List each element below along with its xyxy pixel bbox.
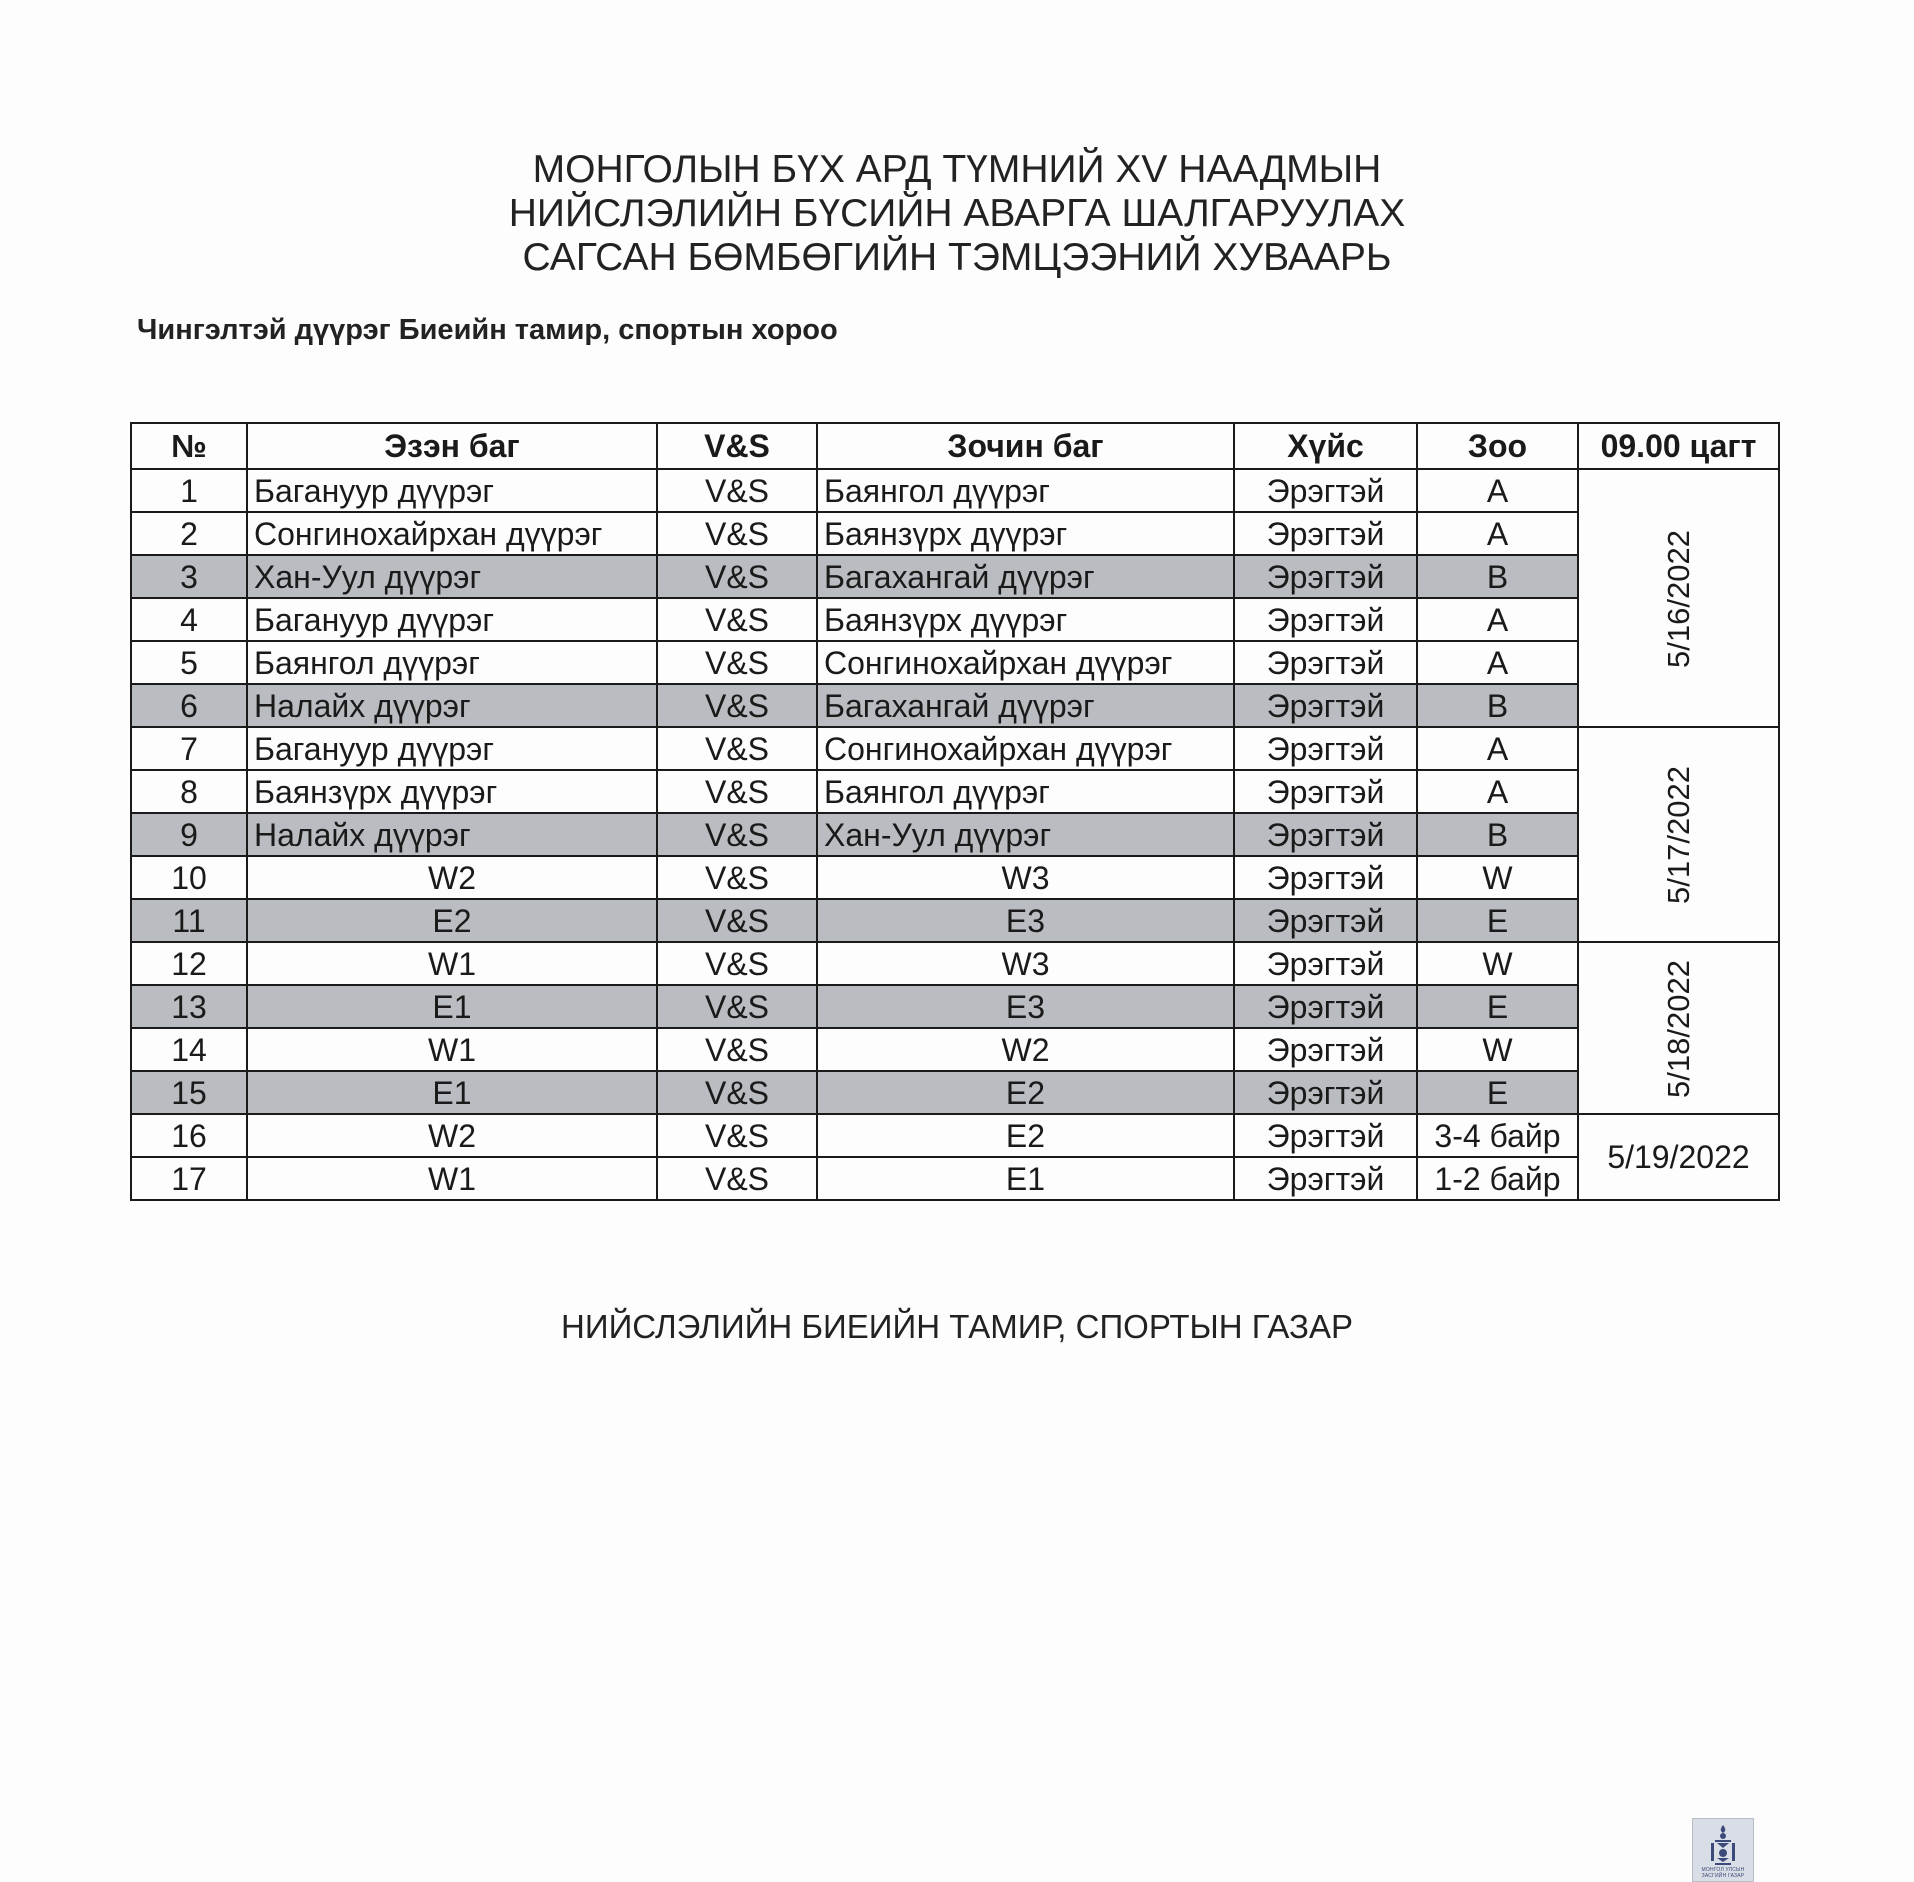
away-team: Баянзүрх дүүрэг [817, 512, 1234, 555]
away-team: Баянгол дүүрэг [817, 770, 1234, 813]
document-title [0, 148, 1914, 280]
home-team: W1 [247, 942, 657, 985]
match-number: 1 [131, 469, 247, 512]
versus: V&S [657, 899, 817, 942]
home-team: W1 [247, 1028, 657, 1071]
away-team: Сонгинохайрхан дүүрэг [817, 727, 1234, 770]
versus: V&S [657, 1157, 817, 1200]
home-team: E1 [247, 1071, 657, 1114]
home-team: Багануур дүүрэг [247, 727, 657, 770]
table-row [131, 899, 1779, 942]
zone: A [1417, 469, 1578, 512]
date-label: 5/17/2022 [1660, 766, 1696, 904]
zone: A [1417, 641, 1578, 684]
home-team: Налайх дүүрэг [247, 684, 657, 727]
away-team: W2 [817, 1028, 1234, 1071]
table-row [131, 985, 1779, 1028]
match-number: 7 [131, 727, 247, 770]
table-row [131, 1028, 1779, 1071]
gender: Эрэгтэй [1234, 985, 1417, 1028]
match-number: 11 [131, 899, 247, 942]
match-date: 5/19/2022 [1578, 1114, 1779, 1200]
table-row [131, 813, 1779, 856]
zone: A [1417, 512, 1578, 555]
gender: Эрэгтэй [1234, 856, 1417, 899]
zone: E [1417, 1071, 1578, 1114]
match-number: 5 [131, 641, 247, 684]
away-team: Багахангай дүүрэг [817, 684, 1234, 727]
table-row [131, 856, 1779, 899]
versus: V&S [657, 856, 817, 899]
versus: V&S [657, 1114, 817, 1157]
match-number: 6 [131, 684, 247, 727]
title-line-1: МОНГОЛЫН БҮХ АРД ТҮМНИЙ XV НААДМЫН [532, 148, 1382, 191]
gender: Эрэгтэй [1234, 1028, 1417, 1071]
match-number: 13 [131, 985, 247, 1028]
home-team: W1 [247, 1157, 657, 1200]
gender: Эрэгтэй [1234, 469, 1417, 512]
table-row [131, 942, 1779, 985]
versus: V&S [657, 1071, 817, 1114]
gender: Эрэгтэй [1234, 813, 1417, 856]
versus: V&S [657, 641, 817, 684]
gender: Эрэгтэй [1234, 512, 1417, 555]
header-time: 09.00 цагт [1578, 423, 1779, 469]
table-row [131, 469, 1779, 512]
zone: 1-2 байр [1417, 1157, 1578, 1200]
match-number: 15 [131, 1071, 247, 1114]
gender: Эрэгтэй [1234, 641, 1417, 684]
away-team: E3 [817, 985, 1234, 1028]
versus: V&S [657, 985, 817, 1028]
gender: Эрэгтэй [1234, 727, 1417, 770]
zone: B [1417, 813, 1578, 856]
table-row [131, 641, 1779, 684]
table-header-row [131, 423, 1779, 469]
gender: Эрэгтэй [1234, 899, 1417, 942]
header-number: № [131, 423, 247, 469]
zone: A [1417, 770, 1578, 813]
match-number: 8 [131, 770, 247, 813]
away-team: E1 [817, 1157, 1234, 1200]
home-team: Багануур дүүрэг [247, 598, 657, 641]
schedule-table [130, 422, 1780, 1201]
match-date [1578, 727, 1779, 942]
home-team: W2 [247, 856, 657, 899]
zone: A [1417, 727, 1578, 770]
versus: V&S [657, 555, 817, 598]
match-number: 17 [131, 1157, 247, 1200]
away-team: E2 [817, 1071, 1234, 1114]
zone: W [1417, 942, 1578, 985]
away-team: Сонгинохайрхан дүүрэг [817, 641, 1234, 684]
home-team: Баянзүрх дүүрэг [247, 770, 657, 813]
gender: Эрэгтэй [1234, 1071, 1417, 1114]
header-vs: V&S [657, 423, 817, 469]
table-row [131, 1114, 1779, 1157]
table-row [131, 1071, 1779, 1114]
logo-caption-line-1: МОНГОЛ УЛСЫН [1701, 1867, 1745, 1873]
header-away-team: Зочин баг [817, 423, 1234, 469]
table-row [131, 512, 1779, 555]
home-team: Налайх дүүрэг [247, 813, 657, 856]
match-number: 2 [131, 512, 247, 555]
header-gender: Хүйс [1234, 423, 1417, 469]
zone: E [1417, 985, 1578, 1028]
versus: V&S [657, 684, 817, 727]
match-date [1578, 942, 1779, 1114]
match-number: 12 [131, 942, 247, 985]
away-team: E3 [817, 899, 1234, 942]
versus: V&S [657, 942, 817, 985]
table-row [131, 555, 1779, 598]
table-row [131, 1157, 1779, 1200]
away-team: E2 [817, 1114, 1234, 1157]
date-label: 5/18/2022 [1660, 959, 1696, 1098]
away-team: W3 [817, 942, 1234, 985]
home-team: Багануур дүүрэг [247, 469, 657, 512]
zone: A [1417, 598, 1578, 641]
away-team: Баянзүрх дүүрэг [817, 598, 1234, 641]
versus: V&S [657, 512, 817, 555]
logo-caption-line-2: ЗАСГИЙН ГАЗАР [1701, 1873, 1745, 1879]
versus: V&S [657, 1028, 817, 1071]
match-number: 10 [131, 856, 247, 899]
versus: V&S [657, 813, 817, 856]
table-row [131, 770, 1779, 813]
home-team: W2 [247, 1114, 657, 1157]
gender: Эрэгтэй [1234, 770, 1417, 813]
home-team: E2 [247, 899, 657, 942]
match-number: 16 [131, 1114, 247, 1157]
away-team: Баянгол дүүрэг [817, 469, 1234, 512]
zone: W [1417, 1028, 1578, 1071]
versus: V&S [657, 469, 817, 512]
gender: Эрэгтэй [1234, 1114, 1417, 1157]
gender: Эрэгтэй [1234, 555, 1417, 598]
match-number: 14 [131, 1028, 247, 1071]
table-row [131, 727, 1779, 770]
versus: V&S [657, 727, 817, 770]
zone: W [1417, 856, 1578, 899]
away-team: Хан-Уул дүүрэг [817, 813, 1234, 856]
gender: Эрэгтэй [1234, 684, 1417, 727]
gender: Эрэгтэй [1234, 1157, 1417, 1200]
match-date [1578, 469, 1779, 727]
title-line-3: САГСАН БӨМБӨГИЙН ТЭМЦЭЭНИЙ ХУВААРЬ [522, 236, 1392, 279]
away-team: Багахангай дүүрэг [817, 555, 1234, 598]
home-team: Баянгол дүүрэг [247, 641, 657, 684]
match-number: 9 [131, 813, 247, 856]
table-row [131, 598, 1779, 641]
versus: V&S [657, 598, 817, 641]
zone: E [1417, 899, 1578, 942]
title-line-2: НИЙСЛЭЛИЙН БҮСИЙН АВАРГА ШАЛГАРУУЛАХ [508, 192, 1406, 235]
away-team: W3 [817, 856, 1234, 899]
gender: Эрэгтэй [1234, 942, 1417, 985]
date-label: 5/16/2022 [1660, 529, 1696, 668]
government-logo [1692, 1818, 1754, 1882]
home-team: E1 [247, 985, 657, 1028]
match-number: 4 [131, 598, 247, 641]
zone: B [1417, 555, 1578, 598]
home-team: Хан-Уул дүүрэг [247, 555, 657, 598]
soyombo-emblem-icon [1706, 1823, 1740, 1867]
zone: 3-4 байр [1417, 1114, 1578, 1157]
header-zone: Зоо [1417, 423, 1578, 469]
versus: V&S [657, 770, 817, 813]
organization-subtitle: Чингэлтэй дүүрэг Биеийн тамир, спортын хороо [137, 314, 838, 346]
table-row [131, 684, 1779, 727]
gender: Эрэгтэй [1234, 598, 1417, 641]
home-team: Сонгинохайрхан дүүрэг [247, 512, 657, 555]
match-number: 3 [131, 555, 247, 598]
footer-organization: НИЙСЛЭЛИЙН БИЕИЙН ТАМИР, СПОРТЫН ГАЗАР [561, 1308, 1353, 1345]
header-home-team: Эзэн баг [247, 423, 657, 469]
zone: B [1417, 684, 1578, 727]
